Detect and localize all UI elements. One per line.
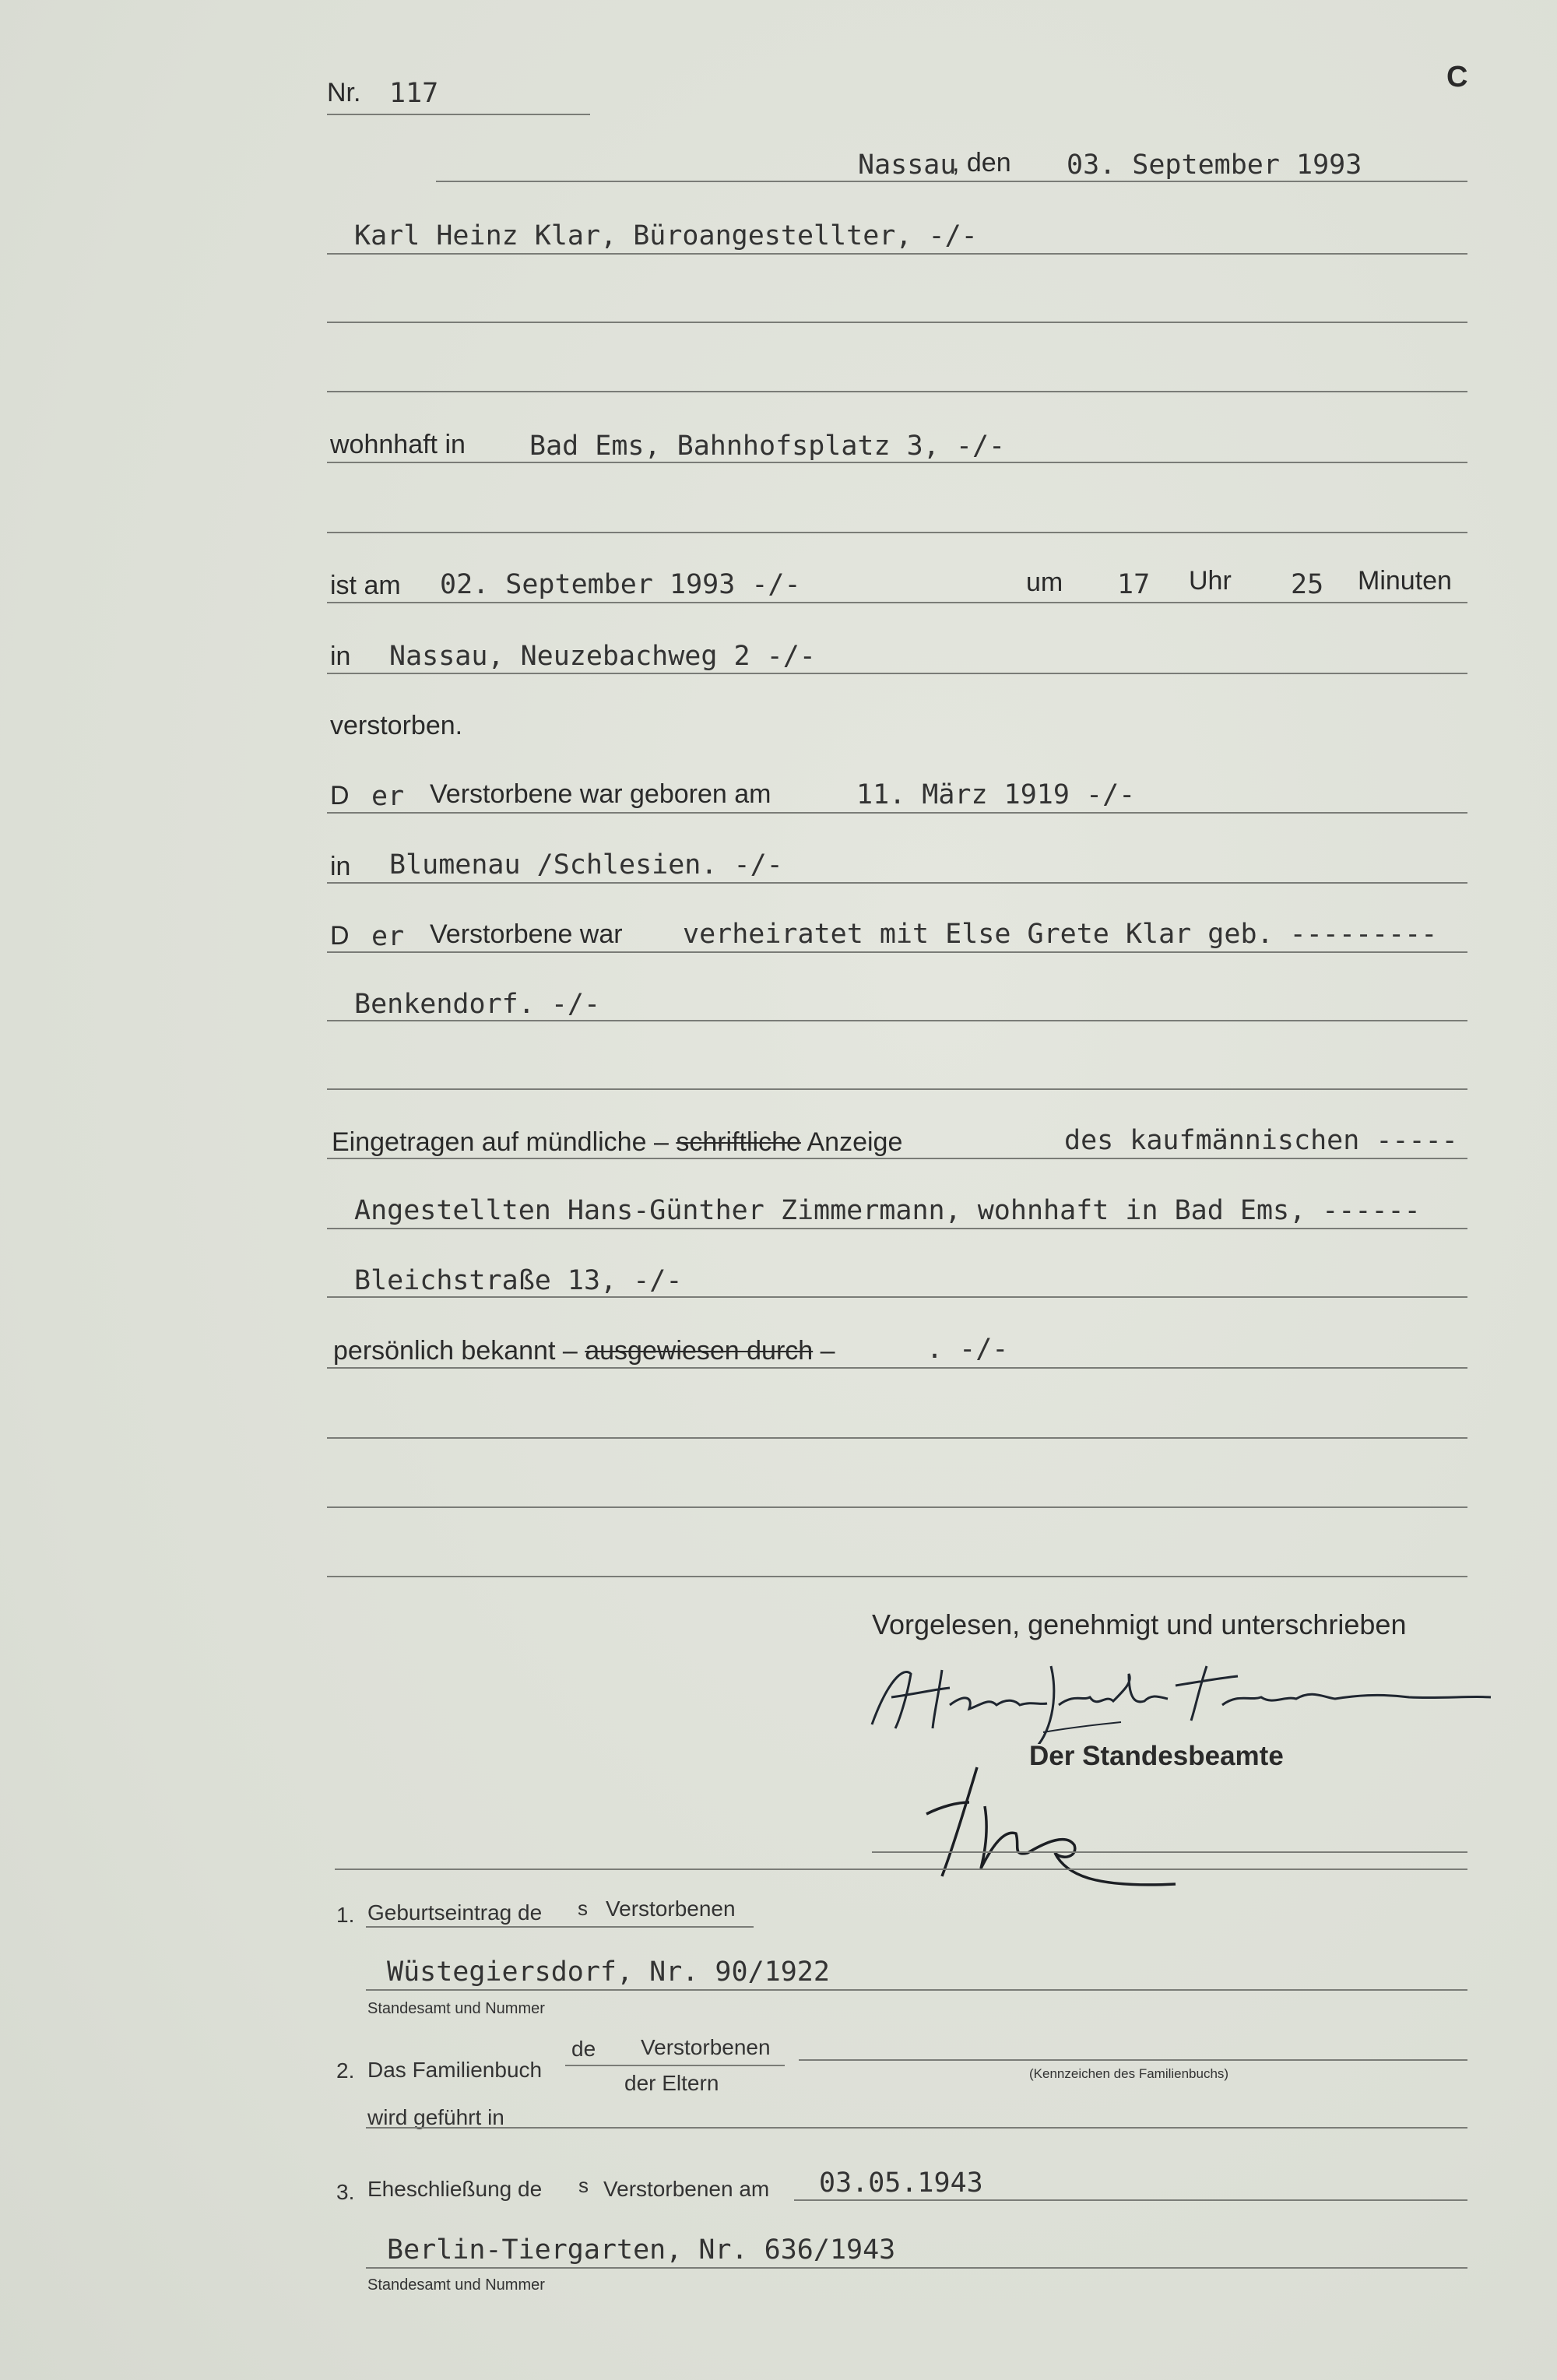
- form-line: [327, 1228, 1467, 1229]
- death-date: 02. September 1993 -/-: [440, 569, 801, 600]
- form-line: [327, 1367, 1467, 1369]
- form-line: [366, 2267, 1467, 2269]
- corner-letter: C: [1446, 61, 1468, 93]
- registered-value-2: Angestellten Hans-Günther Zimmermann, wohnhaft in Bad Ems, ------: [354, 1195, 1421, 1226]
- form-line: [327, 253, 1467, 255]
- birth-d-label: D: [330, 781, 350, 810]
- form-line: [327, 1088, 1467, 1090]
- nr-value: 117: [389, 78, 439, 109]
- nr-label: Nr.: [327, 78, 361, 107]
- item2-value-line: [799, 2059, 1467, 2061]
- form-line: [366, 2127, 1467, 2129]
- kennzeichen-label: (Kennzeichen des Familienbuchs): [1029, 2066, 1229, 2081]
- date-value: 03. September 1993: [1067, 149, 1362, 181]
- den-label: , den: [952, 148, 1011, 178]
- registered-value-1: des kaufmännischen -----: [1064, 1125, 1458, 1156]
- ist-am-label: ist am: [330, 571, 401, 600]
- marriage-er: er: [371, 921, 405, 952]
- registered-label: Eingetragen auf mündliche – schriftliche Anzeige: [332, 1127, 903, 1157]
- form-line: [327, 1296, 1467, 1298]
- official-label: Der Standesbeamte: [1029, 1741, 1284, 1771]
- item3-date-line: [794, 2199, 1467, 2201]
- item2-de: de: [571, 2037, 596, 2061]
- known-label: persönlich bekannt – ausgewiesen durch –: [333, 1336, 835, 1366]
- registered-strike: schriftliche: [676, 1127, 801, 1157]
- footer-divider: [335, 1868, 1467, 1870]
- nr-underline: [327, 114, 590, 115]
- minuten-label: Minuten: [1358, 566, 1452, 596]
- marriage-text-label: Verstorbene war: [430, 919, 623, 949]
- form-line: [327, 462, 1467, 463]
- form-line: [366, 1989, 1467, 1991]
- item3-value: Berlin-Tiergarten, Nr. 636/1943: [387, 2234, 896, 2266]
- item1-label-a: Geburtseintrag de: [367, 1900, 543, 1925]
- birth-place: Blumenau /Schlesien. -/-: [389, 849, 783, 881]
- marriage-d-label: D: [330, 921, 350, 951]
- form-line: [327, 1437, 1467, 1439]
- item1-underline: [366, 1926, 754, 1928]
- known-value: . -/-: [926, 1334, 1009, 1365]
- item1-num: 1.: [336, 1903, 355, 1927]
- item2-opt2: der Eltern: [624, 2071, 719, 2095]
- birth-text-label: Verstorbene war geboren am: [430, 779, 771, 809]
- item3-num: 3.: [336, 2180, 355, 2204]
- form-line: [327, 812, 1467, 814]
- item3-label-a: Eheschließung de: [367, 2177, 543, 2201]
- form-line: [327, 1158, 1467, 1159]
- item1-s: s: [578, 1897, 588, 1920]
- birth-er: er: [371, 781, 405, 812]
- form-line: [327, 391, 1467, 392]
- form-line: [327, 532, 1467, 533]
- marriage-value: verheiratet mit Else Grete Klar geb. ---------: [683, 919, 1438, 950]
- item2-num: 2.: [336, 2058, 355, 2083]
- reporter-line: Karl Heinz Klar, Büroangestellter, -/-: [354, 220, 978, 251]
- form-line: [327, 1506, 1467, 1508]
- read-approved-label: Vorgelesen, genehmigt und unterschrieben: [872, 1608, 1407, 1640]
- signature-line: [872, 1851, 1467, 1853]
- um-label: um: [1026, 568, 1063, 597]
- item2-opt1: Verstorbenen: [641, 2035, 771, 2059]
- date-underline: [436, 181, 1467, 182]
- wohnhaft-value: Bad Ems, Bahnhofsplatz 3, -/-: [529, 431, 1006, 462]
- uhr-label: Uhr: [1189, 566, 1232, 596]
- form-line: [327, 1020, 1467, 1021]
- item1-label-b: Verstorbenen: [606, 1897, 736, 1921]
- in-label: in: [330, 642, 351, 671]
- wohnhaft-label: wohnhaft in: [330, 430, 466, 459]
- item3-date: 03.05.1943: [819, 2167, 983, 2199]
- known-strike: ausgewiesen durch: [585, 1336, 814, 1366]
- form-line: [327, 882, 1467, 884]
- reporter-signature: [864, 1651, 1495, 1744]
- item1-value: Wüstegiersdorf, Nr. 90/1922: [387, 1956, 830, 1988]
- item2-gefuehrt: wird geführt in: [367, 2105, 504, 2129]
- registered-value-3: Bleichstraße 13, -/-: [354, 1265, 683, 1296]
- standesamt-label-2: Standesamt und Nummer: [367, 2276, 545, 2294]
- verstorben-label: verstorben.: [330, 711, 463, 740]
- birth-date: 11. März 1919 -/-: [856, 779, 1136, 810]
- item2-label: Das Familienbuch: [367, 2058, 543, 2082]
- official-signature: [911, 1760, 1191, 1892]
- item3-s: s: [578, 2174, 589, 2197]
- item2-fraction-line: [565, 2065, 785, 2066]
- place-value: Nassau: [858, 149, 957, 181]
- item3-label-b: Verstorbenen am: [603, 2177, 770, 2201]
- birth-in-label: in: [330, 852, 351, 881]
- standesamt-label: Standesamt und Nummer: [367, 2000, 545, 2017]
- form-line: [327, 602, 1467, 603]
- form-line: [327, 322, 1467, 323]
- form-line: [327, 1576, 1467, 1577]
- form-line: [327, 673, 1467, 674]
- death-minutes: 25: [1291, 569, 1324, 600]
- death-hour: 17: [1117, 569, 1151, 600]
- form-line: [327, 951, 1467, 953]
- death-place: Nassau, Neuzebachweg 2 -/-: [389, 641, 816, 672]
- marriage-value-2: Benkendorf. -/-: [354, 989, 601, 1020]
